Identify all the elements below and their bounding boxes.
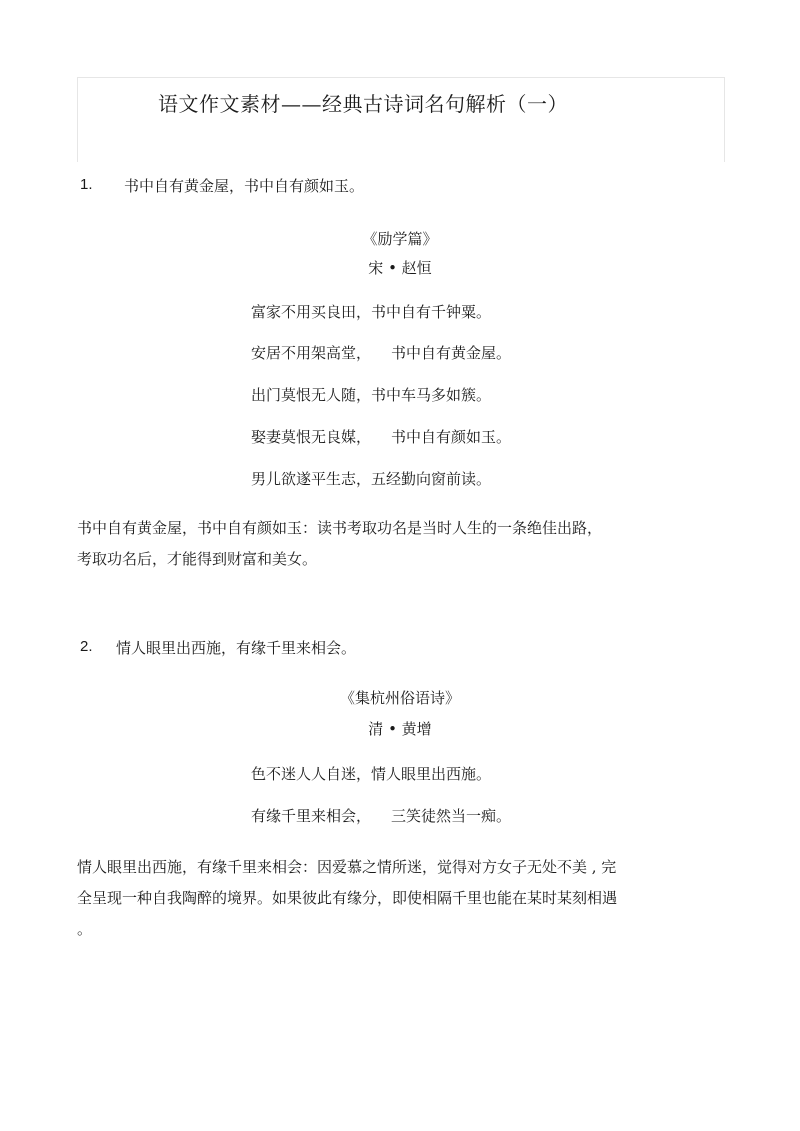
section-1-explanation: [77, 513, 727, 575]
section-1-poem-line-2: 安居不用架高堂， 书中自有黄金屋。: [251, 344, 512, 362]
section-2-heading: 情人眼里出西施，有缘千里来相会。: [116, 639, 357, 657]
explanation-line: 情人眼里出西施，有缘千里来相会：因爱慕之情所迷，觉得对方女子无处不美 , 完: [77, 858, 617, 876]
section-1-poem-line-5: 男儿欲遂平生志，五经勤向窗前读。: [251, 470, 492, 488]
explanation-line: 全呈现一种自我陶醉的境界。如果彼此有缘分，即使相隔千里也能在某时某刻相遇: [77, 889, 618, 907]
document-title: 语文作文素材——经典古诗词名句解析（一）: [158, 92, 568, 116]
explanation-line: 书中自有黄金屋，书中自有颜如玉：读书考取功名是当时人生的一条绝佳出路，: [77, 519, 603, 537]
section-2-number: 2.: [80, 638, 93, 655]
section-1-poem-line-3: 出门莫恨无人随，书中车马多如簇。: [251, 386, 492, 404]
section-1-poem-line-4: 娶妻莫恨无良媒， 书中自有颜如玉。: [251, 428, 512, 446]
explanation-line: 考取功名后，才能得到财富和美女。: [77, 550, 318, 568]
section-1-poem-title: 《励学篇》: [362, 230, 438, 248]
section-2-poem-line-2: 有缘千里来相会， 三笑徒然当一痴。: [251, 807, 512, 825]
section-2-poem-title: 《集杭州俗语诗》: [339, 689, 460, 707]
section-2-poem-line-1: 色不迷人人自迷，情人眼里出西施。: [251, 765, 492, 783]
section-1-heading: 书中自有黄金屋，书中自有颜如玉。: [124, 177, 365, 195]
section-1-poem-line-1: 富家不用买良田，书中自有千钟粟。: [251, 303, 492, 321]
section-1-poem-author: 宋 • 赵恒: [368, 259, 432, 277]
section-2-poem-author: 清 • 黄增: [368, 720, 432, 738]
section-1-number: 1.: [80, 176, 93, 193]
section-2-explanation: [77, 852, 727, 945]
explanation-line: 。: [77, 920, 93, 938]
